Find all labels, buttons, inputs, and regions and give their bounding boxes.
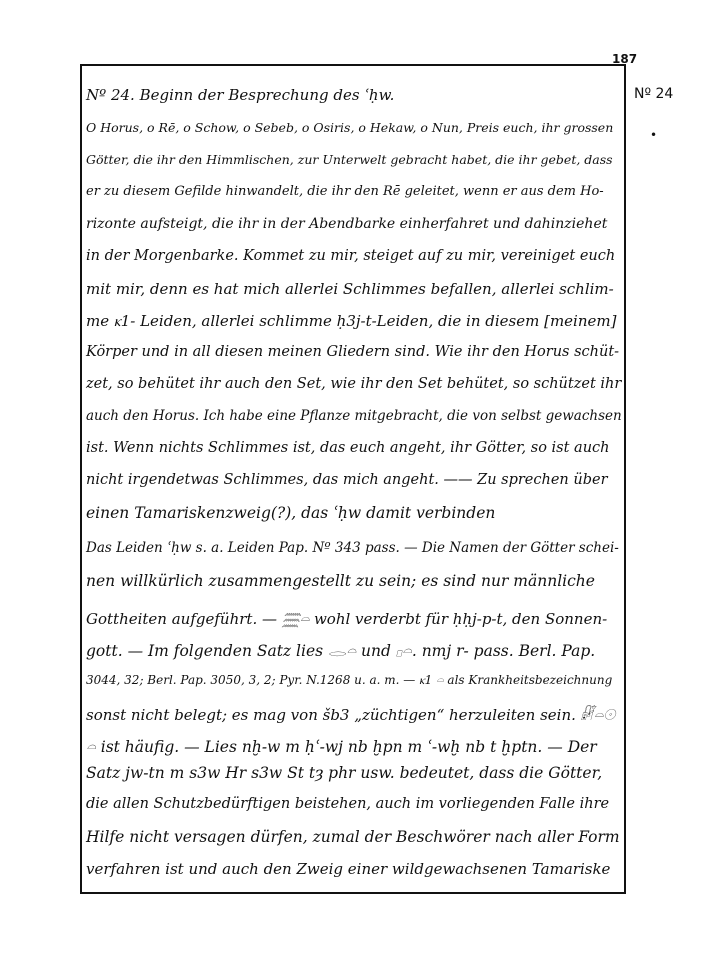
commentary-line: 3044, 32; Berl. Pap. 3050, 3, 2; Pyr. N.1268 u. a. m. — ⲕ1 𓏏 als Krankheitsbezeichnung: [86, 673, 613, 687]
commentary-line: die allen Schutzbedürftigen beistehen, auch im vorliegenden Falle ihre: [86, 796, 610, 812]
text-line: einen Tamariskenzweig(?), das ʿḥw damit verbinden: [86, 504, 496, 522]
margin-section-number: Nº 24: [634, 86, 674, 102]
section-heading: Nº 24. Beginn der Besprechung des ʿḥw.: [86, 86, 395, 104]
commentary-line: Satz jw-tn m s3w Hr s3w St tȝ phr usw. bedeutet, dass die Götter,: [86, 764, 603, 782]
text-line: O Horus, o Rē, o Schow, o Sebeb, o Osiris, o Hekaw, o Nun, Preis euch, ihr grossen: [86, 120, 614, 135]
commentary-line: verfahren ist und auch den Zweig einer wildgewachsenen Tamariske: [86, 860, 611, 878]
margin-bullet: •: [650, 128, 658, 142]
page-number: 187: [612, 52, 638, 66]
text-line: nicht irgendetwas Schlimmes, das mich angeht. —— Zu sprechen über: [86, 472, 608, 488]
commentary-line: gott. — Im folgenden Satz lies 𓂋𓏏 und 𓊪𓏏. nmj r- pass. Berl. Pap.: [86, 642, 596, 660]
text-line: mit mir, denn es hat mich allerlei Schlimmes befallen, allerlei schlim-: [86, 280, 614, 298]
commentary-line: nen willkürlich zusammengestellt zu sein; es sind nur männliche: [86, 572, 595, 590]
text-line: auch den Horus. Ich habe eine Pflanze mitgebracht, die von selbst gewachsen: [86, 408, 622, 424]
text-line: er zu diesem Gefilde hinwandelt, die ihr den Rē geleitet, wenn er aus dem Ho-: [86, 184, 604, 199]
text-line: ist. Wenn nichts Schlimmes ist, das euch angeht, ihr Götter, so ist auch: [86, 440, 610, 456]
commentary-line: Das Leiden ʿḥw s. a. Leiden Pap. Nº 343 pass. — Die Namen der Götter schei-: [86, 540, 619, 556]
commentary-line: Hilfe nicht versagen dürfen, zumal der Beschwörer nach aller Form: [86, 828, 620, 846]
text-line: me ⲕ1- Leiden, allerlei schlimme ḥ3j-t-Leiden, die in diesem [meinem]: [86, 312, 617, 330]
commentary-line: sonst nicht belegt; es mag von šb3 „züchtigen“ herzuleiten sein. 𓏞𓏏𓇳: [86, 706, 616, 724]
commentary-line: 𓏏 ist häufig. — Lies nḫ-w m ḥʿ-wj nb ḫpn m ʿ-wḫ nb t ḫptn. — Der: [86, 738, 597, 756]
text-line: Götter, die ihr den Himmlischen, zur Unterwelt gebracht habet, die ihr gebet, dass: [86, 152, 613, 167]
text-line: in der Morgenbarke. Kommet zu mir, steiget auf zu mir, vereiniget euch: [86, 248, 616, 264]
text-line: zet, so behütet ihr auch den Set, wie ihr den Set behütet, so schützet ihr: [86, 376, 622, 392]
commentary-line: Gottheiten aufgeführt. — 𓈗𓏏 wohl verderbt für ḥḥj-p-t, den Sonnen-: [86, 610, 608, 628]
text-line: Körper und in all diesen meinen Gliedern sind. Wie ihr den Horus schüt-: [86, 344, 620, 360]
text-line: rizonte aufsteigt, die ihr in der Abendbarke einherfahret und dahinziehet: [86, 216, 608, 232]
